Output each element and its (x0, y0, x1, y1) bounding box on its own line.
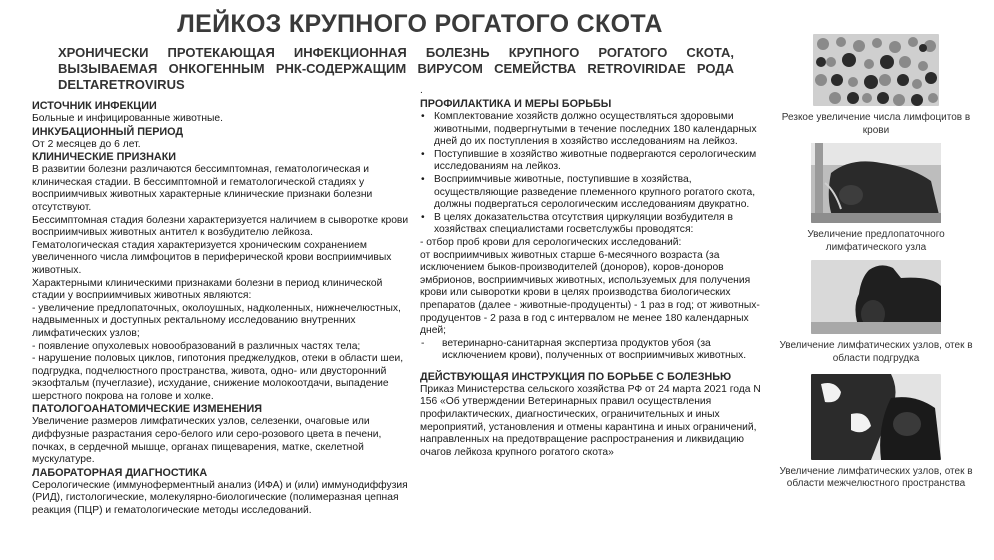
clinical-list-item: - появление опухолевых новообразований в различных частях тела; (32, 340, 361, 352)
prevention-heading: ПРОФИЛАКТИКА И МЕРЫ БОРЬБЫ (420, 98, 612, 110)
subtitle-line-2: ВЫЗЫВАЕМАЯ ОНКОГЕННЫМ РНК-СОДЕРЖАЩИМ ВИРУСОМ СЕМЕЙСТВА RETROVIRIDAE РОДА (58, 61, 734, 76)
right-column (770, 28, 982, 491)
stray-dot: . (420, 85, 423, 96)
sampling-text: от восприимчивых животных старше 6-месячного возраста (за исключением быков-производителей (доноров), коров-доноров эмбрионов, восприимчивых животных, используемых для получения крови или сыворотки крови в целях производства биологических препаратов (далее - животные-продуценты) - 1 раз в год; от животных-продуцентов - 2 раза в год с интервалом не менее 180 календарных дней; (420, 249, 760, 337)
incubation-text: От 2 месяцев до 6 лет. (32, 138, 141, 150)
list-item: • В целях доказательства отсутствия циркуляции возбудителя в хозяйствах специалистами госветслужбы проводятся: (420, 212, 764, 237)
photo-caption: Увеличение предлопаточного лимфатического узла (807, 229, 945, 253)
list-item: • Поступившие в хозяйство животные подвергаются серологическим исследованиям на лейкоз. (420, 149, 764, 174)
incubation-heading: ИНКУБАЦИОННЫЙ ПЕРИОД (32, 125, 184, 138)
clinical-heading: КЛИНИЧЕСКИЕ ПРИЗНАКИ (32, 151, 177, 164)
patho-text: Увеличение размеров лимфатических узлов, селезенки, очаговые или диффузные разрастания серо-белого или серо-розового цвета в печени, почках, в сердечной мышце, органах пищеварения, матке, скелетной мускулатуре. (32, 416, 382, 466)
lab-text: Серологические (иммуноферментный анализ (ИФА) и (или) иммунодиффузия (РИД), гистологические, молекулярно-биологические (полимеразная цепная реакция (ПЦР) и гематологические методы исследований. (32, 479, 408, 517)
clinical-list-item: - нарушение половых циклов, гипотония преджелудков, отеки в области шеи, подгрудка, подчелюстного пространства, живота, одно- или двусторонний экзофтальм (пучеглазие), исхудание, снижение молокоотдачи, выпадение шерстного покрова на голове и холке. (32, 353, 404, 402)
clinical-paragraph: Бессимптомная стадия болезни характеризуется наличием в сыворотке крови восприимчивых животных антител к возбудителю лейкоза. (32, 214, 409, 239)
vet-expertise-item: - ветеринарно-санитарная экспертиза продуктов убоя (за исключением крови), полученных от восприимчивых животных. (420, 338, 764, 363)
source-heading: ИСТОЧНИК ИНФЕКЦИИ (32, 100, 157, 112)
photo-caption: Резкое увеличение числа лимфоцитов в крови (781, 112, 971, 136)
subtitle-line-3: DELTARETROVIRUS (58, 77, 185, 92)
clinical-paragraph: В развитии болезни различаются бессимптомная, гематологическая и клиническая стадии. В бессимптомной и гематологической стадиях у восприимчивых животных характерные клинические признаки болезни отсутствуют. (32, 164, 373, 213)
instruction-heading: ДЕЙСТВУЮЩАЯ ИНСТРУКЦИЯ ПО БОРЬБЕ С БОЛЕЗНЬЮ (420, 370, 732, 383)
subtitle-line-1: ХРОНИЧЕСКИ ПРОТЕКАЮЩАЯ ИНФЕКЦИОННАЯ БОЛЕЗНЬ КРУПНОГО РОГАТОГО СКОТА, (58, 45, 734, 60)
cow-dewlap-photo (811, 260, 941, 334)
clinical-paragraph: Характерными клиническими признаками болезни в период клинической стадии у восприимчивых животных являются: (32, 277, 383, 302)
photo-caption: Увеличение лимфатических узлов, отек в области подгрудка (779, 340, 973, 364)
source-text: Больные и инфицированные животные. (32, 113, 224, 124)
lab-heading: ЛАБОРАТОРНАЯ ДИАГНОСТИКА (32, 466, 208, 479)
sampling-line: - отбор проб крови для серологических исследований: (420, 236, 682, 248)
list-item: • Восприимчивые животные, поступившие в хозяйства, осуществляющие разведение племенного крупного рогатого скота, должны подвергаться серологическим исследованиям двукратно. (420, 174, 764, 212)
photo-caption: Увеличение лимфатических узлов, отек в области межчелюстного пространства (779, 465, 973, 490)
blood-smear-photo (813, 34, 939, 106)
page-title: ЛЕЙКОЗ КРУПНОГО РОГАТОГО СКОТА (177, 10, 663, 38)
clinical-list-item: - увеличение предлопаточных, околоушных, надколенных, нижнечелюстных, надвыменных и доступных ректальному исследованию внутренних лимфатических узлов; (32, 302, 401, 339)
list-item: • Комплектование хозяйств должно осуществляться здоровыми животными, подвергнутыми в течение последних 180 календарных дней до их поступления в хозяйство исследованиям на лейкоз. (420, 111, 764, 149)
patho-heading: ПАТОЛОГОАНАТОМИЧЕСКИЕ ИЗМЕНЕНИЯ (32, 403, 263, 416)
cow-jaw-photo (811, 374, 941, 460)
clinical-paragraph: Гематологическая стадия характеризуется хроническим сохранением увеличенного числа лимфоцитов в периферической крови восприимчивых животных. (32, 239, 392, 276)
cow-neck-photo (811, 143, 941, 223)
instruction-text: Приказ Министерства сельского хозяйства РФ от 24 марта 2021 года N 156 «Об утверждении Ветеринарных правил осуществления профилактических, диагностических, ограничительных и иных мероприятий, установления и отмены карантина и иных ограничений, направленных на предотвращение распространения и ликвидацию очагов лейкоза крупного рогатого скота» (420, 383, 761, 458)
prevention-list (420, 111, 764, 237)
middle-column (420, 86, 764, 459)
left-column (32, 100, 414, 518)
